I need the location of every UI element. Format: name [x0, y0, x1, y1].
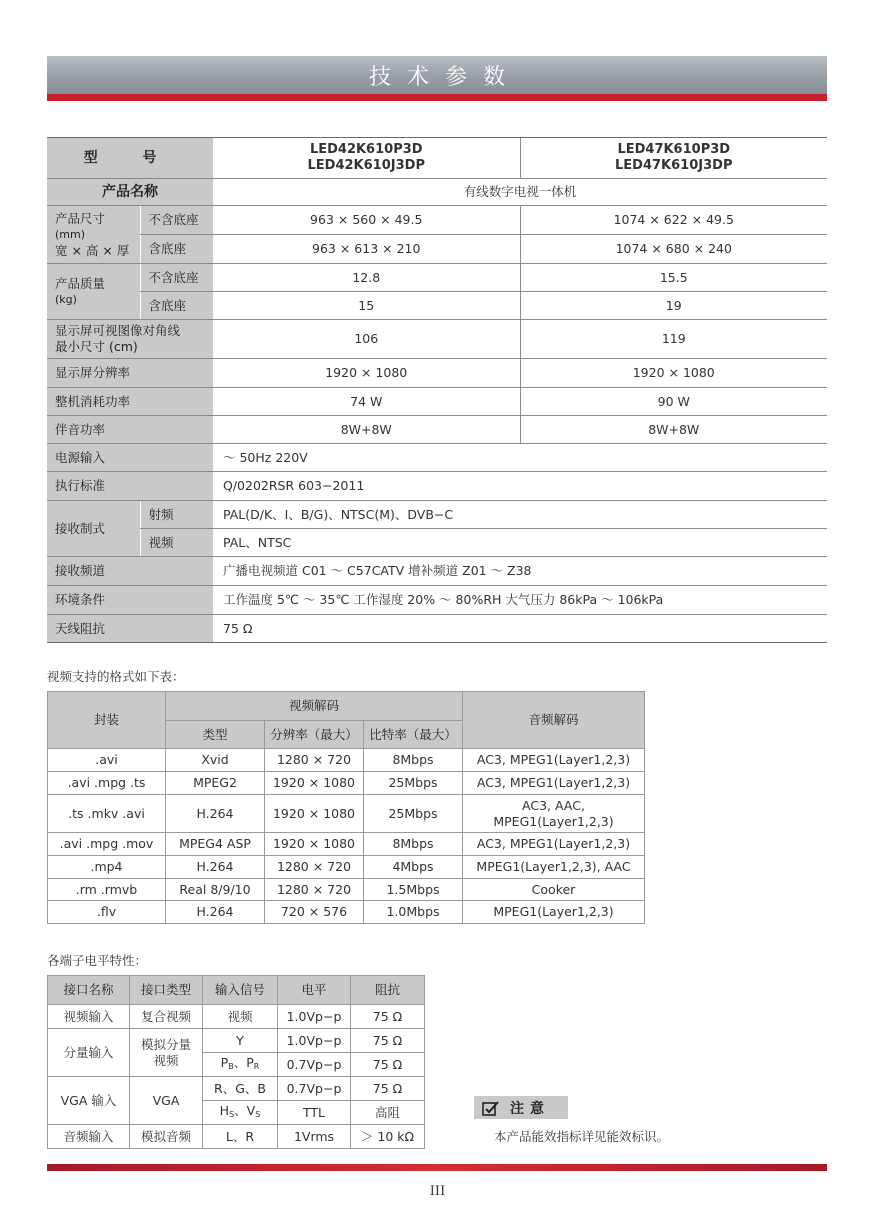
video-cell-audio: AC3, MPEG1(Layer1,2,3): [463, 772, 645, 795]
iface-level-hv: TTL: [278, 1101, 351, 1125]
diagonal-label-line1: 显示屏可视图像对角线: [55, 323, 181, 338]
diagonal-1: 106: [213, 320, 520, 359]
channel-value: 广播电视频道 C01 ～ C57CATV 增补频道 Z01 ～ Z38: [213, 557, 827, 586]
environment-label: 环境条件: [47, 586, 213, 615]
iface-type-analog-audio: 模拟音频: [130, 1125, 203, 1149]
size-with-base-label: 含底座: [140, 235, 213, 264]
power-1: 74 W: [213, 388, 520, 416]
video-cell-audio: Cooker: [463, 879, 645, 901]
size-with-base-1: 963 × 613 × 210: [213, 235, 520, 264]
iface-imp-rgb: 75 Ω: [351, 1077, 425, 1101]
model-col-1: [213, 138, 520, 179]
weight-with-base-label: 含底座: [140, 292, 213, 320]
footer-red-bar: [47, 1164, 827, 1171]
spec-row-video: [47, 529, 827, 557]
video-cell-rate: 1.5Mbps: [364, 879, 463, 901]
spec-row-power-input: [47, 444, 827, 472]
video-cell-audio: AC3, MPEG1(Layer1,2,3): [463, 749, 645, 772]
spec-row-rf: [47, 501, 827, 529]
iface-section-title: 各端子电平特性：: [47, 953, 148, 968]
video-cell-audio-line1: AC3, AAC,: [522, 797, 585, 813]
iface-h-impedance: 阻抗: [351, 976, 425, 1005]
video-section-title: 视频支持的格式如下表：: [47, 669, 185, 684]
pr-letter: P: [246, 1054, 254, 1070]
iface-level-lr: 1Vrms: [278, 1125, 351, 1149]
note-title: 注意: [510, 1100, 550, 1117]
receive-label: 接收制式: [47, 501, 140, 557]
spec-row-audio-power: [47, 416, 827, 444]
video-cell-type: H.264: [166, 856, 265, 879]
spec-row-environment: [47, 586, 827, 615]
table-row: [48, 772, 645, 795]
table-row: [48, 901, 645, 924]
spec-row-weight-no-base: [47, 264, 827, 292]
video-cell-rate: 25Mbps: [364, 772, 463, 795]
video-cell-res: 1280 × 720: [265, 879, 364, 901]
weight-no-base-label: 不含底座: [140, 264, 213, 292]
video-cell-type: MPEG4 ASP: [166, 833, 265, 856]
video-header-row-1: [48, 692, 645, 721]
video-cell-rate: 1.0Mbps: [364, 901, 463, 924]
diagonal-2: 119: [520, 320, 827, 359]
iface-name-audio: 音频输入: [48, 1125, 130, 1149]
video-cell-container: .rm .rmvb: [48, 879, 166, 901]
table-row: [48, 833, 645, 856]
weight-with-base-1: 15: [213, 292, 520, 320]
audio-power-2: 8W+8W: [520, 416, 827, 444]
model-1-line2: LED42K610J3DP: [307, 158, 425, 173]
resolution-label: 显示屏分辨率: [47, 359, 213, 388]
table-row: [48, 1077, 425, 1101]
video-cell-res: 1280 × 720: [265, 749, 364, 772]
iface-imp-video: 75 Ω: [351, 1005, 425, 1029]
spec-row-standard: [47, 472, 827, 501]
spec-row-size-no-base: [47, 206, 827, 235]
spec-row-channel: [47, 557, 827, 586]
resolution-1: 1920 × 1080: [213, 359, 520, 388]
weight-label-line1: 产品质量: [55, 275, 106, 291]
spec-row-model: [47, 138, 827, 179]
channel-label: 接收频道: [47, 557, 213, 586]
video-cell-type: Real 8/9/10: [166, 879, 265, 901]
video-cell-rate: 4Mbps: [364, 856, 463, 879]
video-value: PAL、NTSC: [213, 529, 827, 557]
video-cell-res: 1280 × 720: [265, 856, 364, 879]
size-no-base-1: 963 × 560 × 49.5: [213, 206, 520, 235]
video-cell-type: H.264: [166, 901, 265, 924]
antenna-label: 天线阻抗: [47, 615, 213, 643]
hv-separator: 、: [234, 1102, 247, 1118]
size-label-line1: 产品尺寸: [55, 210, 106, 226]
table-row: [48, 879, 645, 901]
video-cell-rate: 8Mbps: [364, 749, 463, 772]
spec-row-resolution: [47, 359, 827, 388]
v-letter: V: [246, 1102, 256, 1118]
video-cell-type: Xvid: [166, 749, 265, 772]
video-cell-container: .avi .mpg .mov: [48, 833, 166, 856]
weight-label-line2: (kg): [55, 292, 77, 306]
iface-type-vga: VGA: [130, 1077, 203, 1125]
spec-table: [47, 137, 827, 643]
h-subscript: S: [229, 1109, 235, 1119]
video-cell-audio-line2: MPEG1(Layer1,2,3): [493, 813, 614, 829]
power-input-label: 电源输入: [47, 444, 213, 472]
note-text: 本产品能效指标详见能效标识。: [494, 1129, 670, 1144]
iface-signal-rgb: R、G、B: [203, 1077, 278, 1101]
rf-label: 射频: [140, 501, 213, 529]
video-cell-type: MPEG2: [166, 772, 265, 795]
environment-value: 工作温度 5℃ ～ 35℃ 工作湿度 20% ～ 80%RH 大气压力 86kPa ～ 106kPa: [213, 586, 827, 615]
video-cell-audio: [463, 795, 645, 833]
video-cell-audio: MPEG1(Layer1,2,3): [463, 901, 645, 924]
video-cell-container: .flv: [48, 901, 166, 924]
iface-type-composite: 复合视频: [130, 1005, 203, 1029]
video-cell-audio: MPEG1(Layer1,2,3), AAC: [463, 856, 645, 879]
size-label-line3: 宽 × 高 × 厚: [55, 242, 130, 258]
iface-type-analog-component: [130, 1029, 203, 1077]
header-red-bar: [47, 94, 827, 101]
video-cell-rate: 8Mbps: [364, 833, 463, 856]
pb-subscript: B: [228, 1061, 234, 1071]
pbpr-separator: 、: [233, 1054, 247, 1070]
size-label-line2: (mm): [55, 227, 86, 241]
spec-row-weight-with-base: [47, 292, 827, 320]
iface-signal-y: Y: [203, 1029, 278, 1053]
model-col-2: [520, 138, 827, 179]
spec-row-diagonal: [47, 320, 827, 359]
iface-imp-y: 75 Ω: [351, 1029, 425, 1053]
video-cell-res: 1920 × 1080: [265, 833, 364, 856]
power-2: 90 W: [520, 388, 827, 416]
iface-h-name: 接口名称: [48, 976, 130, 1005]
power-label: 整机消耗功率: [47, 388, 213, 416]
iface-type-analog-component-line1: 模拟分量: [140, 1036, 191, 1052]
model-2-line1: LED47K610P3D: [617, 142, 731, 157]
rf-value: PAL(D/K、I、B/G)、NTSC(M)、DVB−C: [213, 501, 827, 529]
resolution-2: 1920 × 1080: [520, 359, 827, 388]
page-title: 技术参数: [368, 64, 521, 90]
table-row: [48, 856, 645, 879]
diagonal-label: [47, 320, 213, 359]
spec-row-power: [47, 388, 827, 416]
video-cell-res: 1920 × 1080: [265, 772, 364, 795]
table-row: [48, 1029, 425, 1053]
iface-signal-video: 视频: [203, 1005, 278, 1029]
model-label: 型 号: [47, 138, 213, 179]
video-h-resolution: 分辨率（最大）: [265, 721, 364, 749]
size-no-base-label: 不含底座: [140, 206, 213, 235]
iface-imp-pbpr: 75 Ω: [351, 1053, 425, 1077]
table-row: [48, 1005, 425, 1029]
iface-level-video: 1.0Vp−p: [278, 1005, 351, 1029]
diagonal-label-line2: 最小尺寸 (cm): [55, 339, 138, 354]
video-h-bitrate: 比特率（最大）: [364, 721, 463, 749]
video-h-container: 封装: [48, 692, 166, 749]
audio-power-label: 伴音功率: [47, 416, 213, 444]
video-cell-container: .avi: [48, 749, 166, 772]
iface-h-signal: 输入信号: [203, 976, 278, 1005]
pb-letter: P: [220, 1054, 229, 1070]
video-cell-rate: 25Mbps: [364, 795, 463, 833]
weight-no-base-2: 15.5: [520, 264, 827, 292]
model-1-line1: LED42K610P3D: [309, 142, 423, 157]
standard-label: 执行标准: [47, 472, 213, 501]
iface-level-y: 1.0Vp−p: [278, 1029, 351, 1053]
video-cell-res: 1920 × 1080: [265, 795, 364, 833]
iface-name-component: 分量输入: [48, 1029, 130, 1077]
size-no-base-2: 1074 × 622 × 49.5: [520, 206, 827, 235]
iface-imp-lr: ＞ 10 kΩ: [351, 1125, 425, 1149]
page-number: III: [429, 1184, 446, 1199]
video-cell-type: H.264: [166, 795, 265, 833]
note-box: [474, 1096, 568, 1119]
iface-h-level: 电平: [278, 976, 351, 1005]
audio-power-1: 8W+8W: [213, 416, 520, 444]
video-h-type: 类型: [166, 721, 265, 749]
standard-value: Q/0202RSR 603−2011: [213, 472, 827, 501]
checkbox-pencil-icon: [482, 1100, 500, 1116]
video-h-audio-decode: 音频解码: [463, 692, 645, 749]
iface-imp-hv: 高阻: [351, 1101, 425, 1125]
spec-row-antenna: [47, 615, 827, 643]
video-cell-container: .mp4: [48, 856, 166, 879]
weight-label: [47, 264, 140, 320]
v-subscript: S: [255, 1109, 261, 1119]
iface-header-row: [48, 976, 425, 1005]
header-banner: [47, 56, 827, 94]
product-name-label: 产品名称: [47, 179, 213, 206]
power-input-value: ～ 50Hz 220V: [213, 444, 827, 472]
antenna-value: 75 Ω: [213, 615, 827, 643]
video-format-table: [47, 691, 645, 924]
iface-level-rgb: 0.7Vp−p: [278, 1077, 351, 1101]
interface-table: [47, 975, 425, 1149]
table-row: [48, 749, 645, 772]
video-cell-container: .ts .mkv .avi: [48, 795, 166, 833]
iface-name-vga: VGA 输入: [48, 1077, 130, 1125]
table-row: [48, 1125, 425, 1149]
iface-signal-lr: L、R: [203, 1125, 278, 1149]
video-h-video-decode: 视频解码: [166, 692, 463, 721]
iface-name-video: 视频输入: [48, 1005, 130, 1029]
model-2-line2: LED47K610J3DP: [615, 158, 733, 173]
iface-level-pbpr: 0.7Vp−p: [278, 1053, 351, 1077]
weight-no-base-1: 12.8: [213, 264, 520, 292]
video-cell-audio: AC3, MPEG1(Layer1,2,3): [463, 833, 645, 856]
iface-type-analog-component-line2: 视频: [153, 1052, 179, 1068]
iface-h-type: 接口类型: [130, 976, 203, 1005]
weight-with-base-2: 19: [520, 292, 827, 320]
product-name-value: 有线数字电视一体机: [213, 179, 827, 206]
iface-signal-pbpr: [203, 1053, 278, 1077]
spec-row-size-with-base: [47, 235, 827, 264]
size-label: [47, 206, 140, 264]
iface-signal-hv: [203, 1101, 278, 1125]
size-with-base-2: 1074 × 680 × 240: [520, 235, 827, 264]
video-label: 视频: [140, 529, 213, 557]
table-row: [48, 795, 645, 833]
spec-row-product-name: [47, 179, 827, 206]
pr-subscript: R: [253, 1061, 260, 1071]
h-letter: H: [219, 1102, 230, 1118]
video-cell-res: 720 × 576: [265, 901, 364, 924]
video-cell-container: .avi .mpg .ts: [48, 772, 166, 795]
